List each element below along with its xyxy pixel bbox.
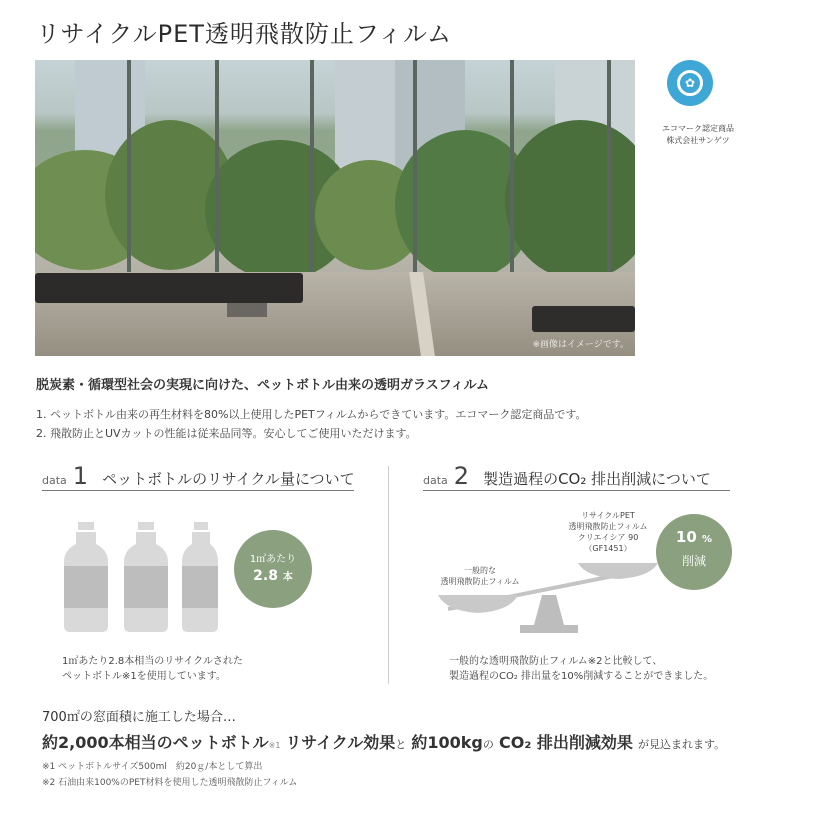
summary-particle: と [395, 738, 407, 751]
feature-item: 2. 飛散防止とUVカットの性能は従来品同等。安心してご使用いただけます。 [36, 427, 417, 440]
reduction-value-wrap [656, 528, 732, 546]
bottle-icon [182, 522, 218, 632]
image-caption: ※画像はイメージです。 [532, 340, 629, 350]
co2-effect: CO₂ 排出削減効果 [498, 733, 633, 752]
badge-value: 2.8 [253, 568, 278, 584]
bottle-equivalent: 約2,000本相当のペットボトル [42, 733, 269, 752]
divider [388, 466, 389, 684]
reduction-value: 10 [675, 528, 697, 546]
hero-photo [35, 60, 635, 356]
per-m2-badge [234, 530, 312, 608]
bench [35, 273, 303, 303]
data-heading-text: 製造過程のCO₂ 排出削減について [483, 470, 711, 488]
bottle-icon [62, 522, 110, 632]
balance-scale-icon [438, 555, 678, 635]
recycle-effect: リサイクル効果 [285, 733, 396, 752]
footnote-mark: ※1 [268, 741, 281, 750]
data-number: 1 [72, 462, 89, 490]
data-word: data [42, 474, 67, 487]
footnote: ※1 ペットボトルサイズ500ml 約20ｇ/本として算出 [42, 762, 263, 772]
data-word: data [423, 474, 448, 487]
data2-heading [423, 462, 730, 491]
reduction-unit: % [702, 534, 713, 545]
badge-unit: 本 [282, 572, 293, 583]
company-name: 株式会社サンゲツ [666, 136, 730, 145]
co2-amount: 約100kg [411, 733, 483, 752]
feature-item: 1. ペットボトル由来の再生材料を80%以上使用したPETフィルムからできています。エコマーク認定商品です。 [36, 408, 587, 421]
page-title: リサイクルPET透明飛散防止フィルム [36, 20, 453, 48]
eco-mark-icon: ✿ [667, 60, 713, 106]
data1-heading [42, 462, 354, 491]
reduction-label: 削減 [681, 554, 706, 568]
data2-caption: 製造過程のCO₂ 排出量を10%削減することができました。 [449, 671, 714, 682]
data1-caption: ペットボトル※1を使用しています。 [62, 671, 226, 682]
recycled-film-label: リサイクルPET 透明飛散防止フィルム クリエイシア 90 （GF1451） [568, 511, 648, 553]
footnote: ※2 石油由来100%のPET材料を使用した透明飛散防止フィルム [42, 778, 298, 788]
general-film-label: 一般的な 透明飛散防止フィルム [440, 566, 520, 586]
eco-mark [658, 60, 762, 152]
badge-value-wrap [234, 568, 312, 584]
eco-mark-label: エコマーク認定商品 [662, 124, 734, 133]
bench [532, 306, 635, 332]
data2-caption: 一般的な透明飛散防止フィルム※2と比較して、 [449, 656, 663, 667]
data1-caption: 1㎡あたり2.8本相当のリサイクルされた [62, 656, 243, 667]
summary-particle: の [482, 738, 494, 751]
data-number: 2 [453, 462, 470, 490]
data-heading-text: ペットボトルのリサイクル量について [102, 470, 355, 488]
summary-effect [42, 730, 725, 753]
badge-label: 1㎡あたり [249, 554, 297, 565]
summary-ending: が見込まれます。 [638, 738, 726, 751]
subtitle: 脱炭素・循環型社会の実現に向けた、ペットボトル由来の透明ガラスフィルム [36, 378, 490, 393]
summary-condition: 700㎡の窓面積に施工した場合… [42, 710, 236, 725]
bottle-icon [122, 522, 170, 632]
